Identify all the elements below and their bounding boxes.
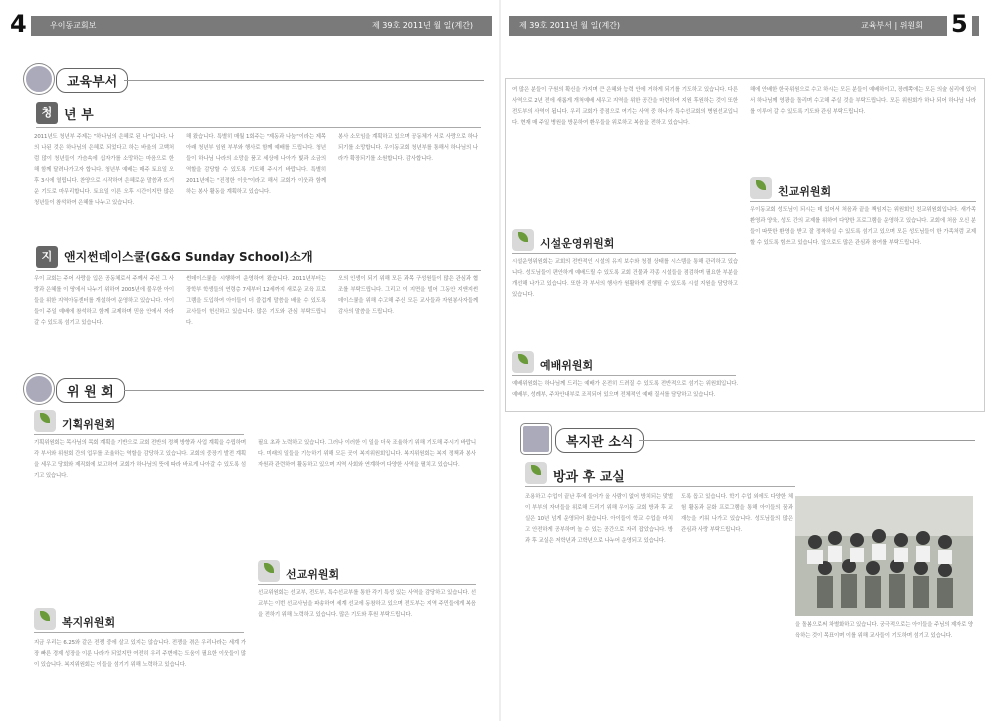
facility-title: 시설운영위원회 — [540, 237, 615, 250]
right-issue-info: 제 39호 2011년 월 일(계간) — [519, 21, 621, 30]
worship-title: 예배위원회 — [540, 359, 594, 372]
gns-badge: 지 — [36, 246, 58, 268]
left-issue-info: 제 39호 2011년 월 일(계간) — [372, 21, 474, 30]
education-photo-icon — [24, 64, 54, 94]
welfare-photo-icon — [521, 424, 551, 454]
fellowship-text: 우이동교회 성도님이 되시는 데 있어서 처음과 끝을 책임지는 위원회인 친교위원회입니다. 새가족 환영과 양육, 성도 간의 교제를 위하여 다양한 프로그램을 운영하고 있습니다. 교회에 처음 오신 분들이 따뜻한 환영을 받고 잘 정착하실 수 있도록 섬기고 있으며 모든 성도님들이 한 가족처럼 교제할 수 있도록 힘쓰고 있습니다. 앞으로도 많은 관심과 참여를 부탁드립니다. — [750, 207, 976, 246]
divider — [639, 440, 975, 441]
right-header-bar — [509, 10, 979, 38]
welfare-committee-title: 복지위원회 — [62, 616, 116, 629]
sprout-icon — [512, 351, 534, 373]
planning-title: 기획위원회 — [62, 418, 116, 431]
welfare-news-title: 복지관 소식 — [555, 428, 644, 453]
left-page-number: 4 — [6, 10, 31, 38]
worship-text: 예배위원회는 하나님께 드리는 예배가 온전히 드려질 수 있도록 전반적으로 섬기는 위원회입니다. 예배부, 성례부, 주차안내부로 조직되어 있으며 전체적인 예배 질서를 담당하고 있습니다. — [512, 381, 738, 398]
divider — [750, 201, 976, 202]
welfare-committee-text: 지금 우리는 6.25와 같은 전쟁 중에 살고 있지는 않습니다. 전쟁을 겪은 우리나라는 세계 가장 빠른 경제 성장을 이룬 나라가 되었지만 여전히 우리 주변에는 도움이 필요한 이웃들이 많이 있습니다. 복지위원회는 이들을 섬기기 위해 노력하고 있습니다. — [34, 640, 246, 668]
divider — [34, 434, 244, 435]
divider — [525, 486, 795, 487]
sprout-icon — [750, 177, 772, 199]
fellowship-title: 친교위원회 — [778, 185, 832, 198]
after-school-text-col2: 도록 돕고 있습니다. 학기 수업 외에도 다양한 체험 활동과 문화 프로그램을 통해 아이들의 꿈과 재능을 키워 나가고 있습니다. 성도님들의 많은 관심과 사랑 부탁드립니다. — [681, 494, 793, 533]
left-header-bar — [10, 10, 492, 38]
youth-text-col3: 봉사 소모임을 계획하고 있으며 공동체가 서로 사랑으로 하나 되기를 소망합니다. 우이동교회 청년부를 통해서 하나님의 나라가 확장되기를 소원합니다. 감사합니다. — [338, 134, 478, 162]
committee-photo-icon — [24, 374, 54, 404]
divider — [512, 375, 736, 376]
divider — [258, 584, 476, 585]
after-school-text-col1: 조용하고 수업이 끝난 후에 들어가 올 사람이 없어 방치되는 맞벌이 부부의 자녀들을 위로해 드리기 위해 우이동 교회 방과 후 교실은 10년 넘게 운영되어 왔습니다. 아이들이 학교 수업을 마치고 안전하게 공부하며 놀 수 있는 공간으로 자리 잡았습니다. 방과 후 교실은 저학년과 고학년으로 나누어 운영되고 있습니다. — [525, 494, 673, 544]
mission-committee-title: 선교위원회 — [286, 568, 340, 581]
youth-text-col1: 2011년도 청년부 주제는 "하나님의 은혜로 된 나"입니다. 나의 나된 것은 하나님의 은혜로 되었다고 하는 바울의 고백처럼 많이 청년들이 가슴속에 십자가를 소망하는 마음으로 한 해 함께 달려나가고자 합니다. 청년부 예배는 매주 토요일 오후 3시에 열립니다. 찬양으로 시작하여 은혜로운 말씀과 뜨거운 기도로 마무리합니다. 토요일 이른 오후 시간이지만 많은 청년들이 참석하여 은혜를 나누고 있습니다. — [34, 134, 174, 206]
right-text-col-a: 여 많은 분들이 구원의 확신을 가지며 큰 은혜와 능력 안에 거하게 되기를 기도하고 있습니다. 다른 사역으로 2년 전에 새롭게 개척예배 세우고 지역을 위한 공간을 마련하여 지원 후원하는 것이 또한 전도부의 사역이 됩니다. 우리 교회가 중점으로 여기는 사역 중 하나가 특수선교회의 병원선교입니다. 현재 매 주일 병원을 방문하여 환우들을 위로하고 복음을 전하고 있습니다. — [512, 87, 738, 126]
sprout-icon — [525, 462, 547, 484]
mission-committee-text: 선교위원회는 선교부, 전도부, 특수선교부를 통한 각기 특성 있는 사역을 감당하고 있습니다. 선교부는 이번 선교사님을 파송하여 세계 선교에 동참하고 있으며 전도부는 지역 주민들에게 복음을 전하기 위해 노력하고 있습니다. 많은 기도와 후원 부탁드립니다. — [258, 590, 476, 618]
gns-text-col2: 썬데이스쿨을 시행하여 운영하여 왔습니다. 2011년부터는 장학부 학생들의 연령층 7세부터 12세까지 새로운 교육 프로그램을 도입하여 아이들이 더 즐겁게 말씀을 배울 수 있도록 교사들이 헌신하고 있습니다. 많은 기도와 관심 부탁드립니다. — [186, 276, 326, 326]
divider — [34, 632, 244, 633]
right-text-col-b: 해에 안배한 한국위원으로 수고 하시는 모든 분들이 예배하이고, 장례쪽에는 모든 의술 심리에 있어서 하나님께 영광을 돌리며 수고해 주실 것을 부탁드립니다. 모든 위원회가 하나 되어 하나님 나라를 이루어 갈 수 있도록 기도와 관심 부탁드립니다. — [750, 87, 976, 115]
welfare-news-section — [505, 416, 983, 714]
facility-text: 시설운영위원회는 교회의 전반적인 시설의 유지 보수와 청결 상태를 시스템을 통해 관리하고 있습니다. 성도님들이 편안하게 예배드릴 수 있도록 교회 건물과 각종 시설들을 점검하며 필요한 부분을 개선해 나가고 있습니다. 또한 각 부서의 행사가 원활하게 진행될 수 있도록 시설 지원을 담당하고 있습니다. — [512, 259, 738, 298]
committee-continued-box — [505, 78, 985, 412]
right-section-name: 교육부서 | 위원회 — [861, 21, 923, 30]
committee-title: 위 원 회 — [56, 378, 125, 403]
planning-text: 기획위원회는 목사님의 목회 계획을 기반으로 교회 전반의 정책 방향과 사업 계획을 수립하며 각 부서와 위원회 간의 업무를 조율하는 역할을 감당하고 있습니다. 교회의 중장기 발전 계획을 세우고 당회와 제직회에 보고하여 교회가 하나님의 뜻에 따라 바르게 나아갈 수 있도록 섬기고 있습니다. — [34, 440, 246, 479]
divider — [36, 127, 481, 128]
gns-text-col1: 우이 교회는 주어 사랑을 입은 공동체로서 주께서 주신 그 사랑과 은혜를 이 땅에서 나누기 위하여 2005년에 불우한 아이들을 위한 지역아동센터를 개설하여 운영하고 있습니다. 아이들이 주일 예배에 참석하고 함께 교제하며 믿음 안에서 자라갈 수 있도록 섬기고 있습니다. — [34, 276, 174, 326]
children-group-photo — [795, 496, 973, 616]
after-school-bottom-text: 을 돌봄으로써 차별화하고 있습니다. 궁극적으로는 아이들을 주님의 제자로 양육하는 것이 목표이며 이를 위해 교사들이 기도하며 섬기고 있습니다. — [795, 622, 973, 639]
left-paper-name: 우이동교회보 — [50, 21, 97, 30]
gns-title: 앤지썬데이스쿨(G&G Sunday School)소개 — [64, 250, 313, 264]
divider — [512, 253, 736, 254]
right-page-number: 5 — [947, 10, 972, 38]
youth-badge: 청 — [36, 102, 58, 124]
committee-section — [12, 372, 490, 712]
divider — [124, 390, 484, 391]
sprout-icon — [258, 560, 280, 582]
sprout-icon — [512, 229, 534, 251]
sprout-icon — [34, 410, 56, 432]
education-title: 교육부서 — [56, 68, 128, 93]
left-page — [0, 0, 499, 721]
divider — [36, 270, 481, 271]
sprout-icon — [34, 608, 56, 630]
youth-text-col2: 해 왔습니다. 특별히 매월 1회주는 "제동과 나눔"이라는 제목 아래 청년부 임원 부부와 행사로 함께 예배를 드립니다. 청년들이 하나님 나라의 소망을 품고 세상에 나아가 빛과 소금의 역할을 감당할 수 있도록 기도해 주시기 바랍니다. 특별히 2011년에는 "진정한 이웃"이라고 해서 교회가 이웃과 함께하는 봉사 활동을 계획하고 있습니다. — [186, 134, 326, 195]
divider — [124, 80, 484, 81]
after-school-photo — [795, 496, 973, 616]
gns-text-col3: 오의 인생이 되기 위해 모든 과목 구성원들이 많은 관심과 협조를 부탁드립니다. 그리고 이 지면을 빌어 그동안 지앤지썬데이스쿨을 위해 수고해 주신 모든 교사들과 자원봉사자들께 감사의 말씀을 드립니다. — [338, 276, 478, 315]
youth-title: 년 부 — [64, 108, 94, 123]
right-page — [501, 0, 1000, 721]
committee-mid-text: 필요 초과 노력하고 있습니다. 그러나 이러한 이 일을 더욱 조율하기 위해 기도해 주시기 바랍니다. 미래의 일들을 기능하기 위해 모든 곳이 복지위원회입니다. 복지위원회는 복지 정책과 봉사 자원과 관련하여 활동하고 있으며 지역 사회와 연계하여 다양한 사역을 펼치고 있습니다. — [258, 440, 476, 468]
after-school-title: 방과 후 교실 — [553, 470, 625, 485]
education-section — [12, 62, 490, 362]
